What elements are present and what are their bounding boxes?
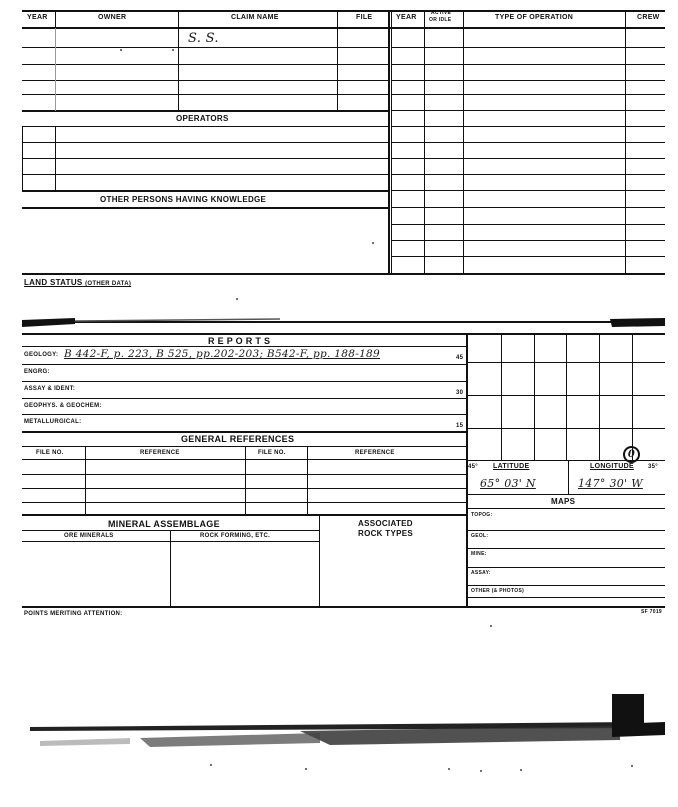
land-status-title: LAND STATUS: [24, 278, 83, 287]
header-file: FILE: [356, 14, 373, 21]
ref-col-reference: REFERENCE: [140, 450, 180, 456]
ref-col-file-no: FILE NO.: [36, 450, 64, 456]
margin-number-45: 45: [456, 355, 464, 361]
engrg-label: ENGRG:: [24, 369, 50, 375]
ref-col-file-no-2: FILE NO.: [258, 450, 286, 456]
header-active: ACTIVE: [431, 10, 452, 16]
form-number: SF 7019: [641, 609, 663, 615]
rock-forming-label: ROCK FORMING, ETC.: [200, 533, 271, 539]
latitude-prefix: 45°: [468, 464, 478, 470]
geophys-label: GEOPHYS. & GEOCHEM:: [24, 403, 102, 409]
longitude-suffix: 35°: [648, 464, 658, 470]
geology-entry: B 442-F, p. 223, B 525, pp.202-203; B542-F, pp. 188-189: [64, 348, 381, 360]
reports-title: R E P O R T S: [208, 336, 271, 346]
header-claim-name: CLAIM NAME: [231, 14, 279, 21]
map-item-mine: MINE:: [471, 551, 487, 557]
header-year: YEAR: [27, 14, 48, 21]
metallurgical-label: METALLURGICAL:: [24, 419, 82, 425]
assay-label: ASSAY & IDENT:: [24, 386, 76, 392]
longitude-label: LONGITUDE: [590, 463, 634, 470]
points-meriting-attention: POINTS MERITING ATTENTION:: [24, 611, 123, 617]
map-item-assay: ASSAY:: [471, 570, 491, 576]
associated-rock-types-line1: ASSOCIATED: [358, 519, 413, 528]
header-owner: OWNER: [98, 14, 127, 21]
header-crew: CREW: [637, 14, 660, 21]
margin-number-30: 30: [456, 390, 464, 396]
map-item-other: OTHER (& PHOTOS): [471, 588, 525, 594]
operators-label: OPERATORS: [176, 114, 229, 123]
margin-number-15: 15: [456, 423, 464, 429]
ore-minerals-label: ORE MINERALS: [64, 533, 114, 539]
header-year-2: YEAR: [396, 14, 417, 21]
latitude-label: LATITUDE: [493, 463, 530, 470]
header-or-idle: OR IDLE: [429, 17, 452, 23]
map-item-geol: GEOL:: [471, 533, 489, 539]
claim-name-entry: S. S.: [188, 31, 219, 46]
circled-mark: 0: [623, 446, 640, 463]
ref-col-reference-2: REFERENCE: [355, 450, 395, 456]
mineral-assemblage-title: MINERAL ASSEMBLAGE: [108, 519, 220, 529]
map-item-topog: TOPOG:: [471, 512, 493, 518]
general-references-title: GENERAL REFERENCES: [181, 434, 295, 444]
associated-rock-types-line2: ROCK TYPES: [358, 529, 414, 538]
latitude-value: 65° 03' N: [480, 477, 536, 490]
land-status-sublabel: (OTHER DATA): [85, 281, 132, 287]
maps-title: MAPS: [551, 497, 576, 506]
longitude-value: 147° 30' W: [578, 477, 643, 490]
geology-label: GEOLOGY:: [24, 352, 59, 358]
header-type-of-operation: TYPE OF OPERATION: [495, 14, 574, 21]
other-persons-label: OTHER PERSONS HAVING KNOWLEDGE: [100, 195, 267, 204]
